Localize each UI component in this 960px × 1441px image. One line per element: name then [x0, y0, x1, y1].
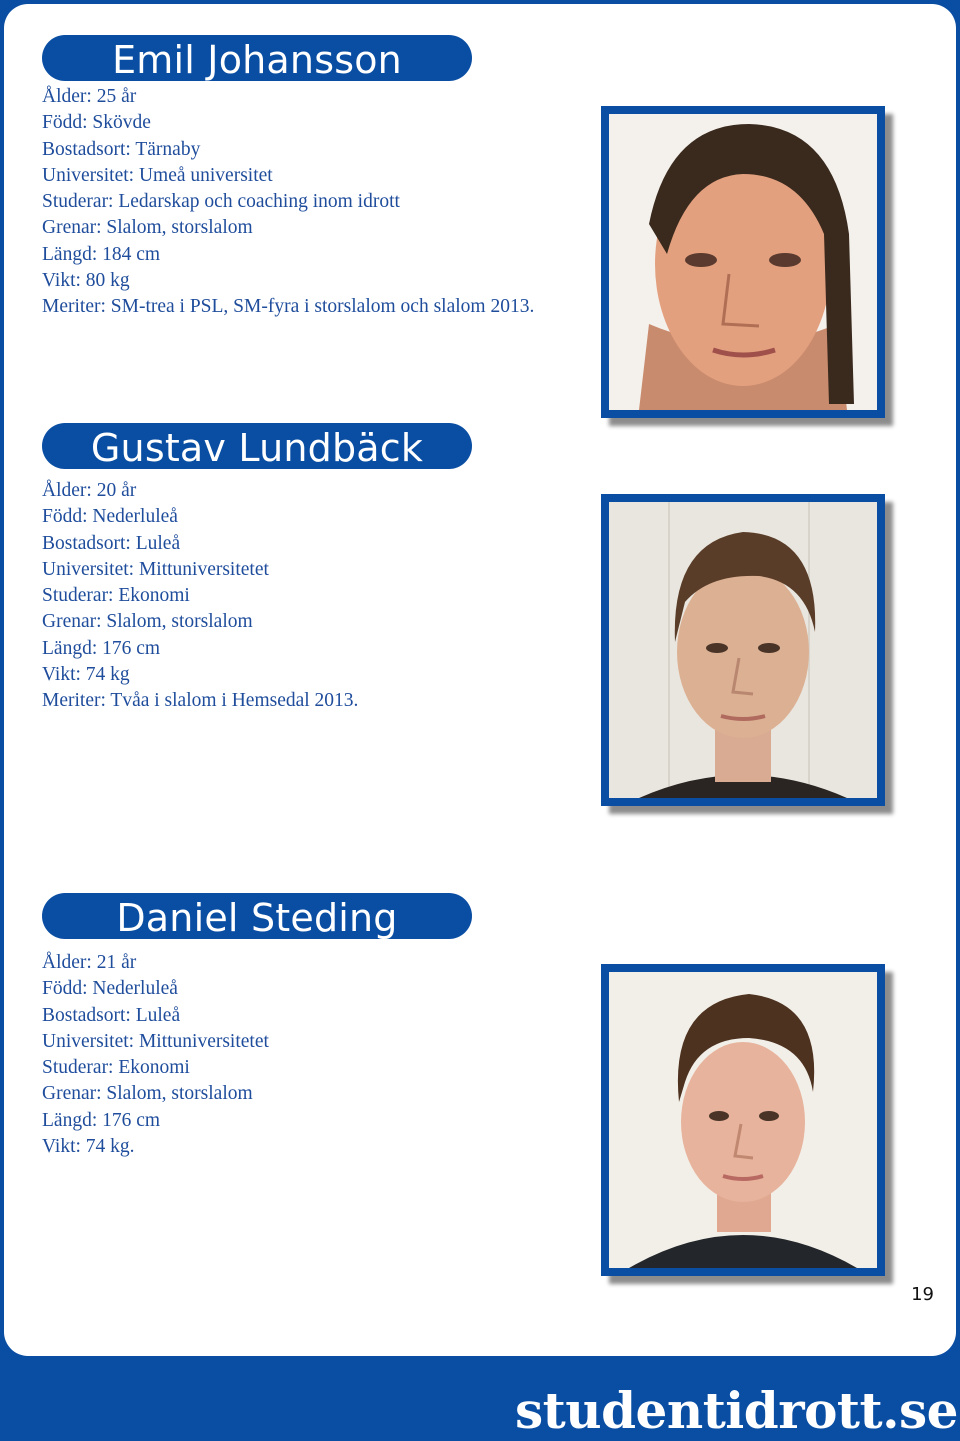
detail-weight: Vikt: 80 kg — [42, 270, 130, 292]
footer-site-logo: studentidrott.se — [514, 1381, 958, 1440]
detail-birthplace: Född: Nederluleå — [42, 506, 178, 528]
detail-residence: Bostadsort: Luleå — [42, 1004, 181, 1026]
detail-events: Grenar: Slalom, storslalom — [42, 217, 253, 239]
detail-height: Längd: 176 cm — [42, 637, 161, 659]
detail-events: Grenar: Slalom, storslalom — [42, 611, 253, 633]
detail-height: Längd: 176 cm — [42, 1109, 161, 1131]
detail-studies: Studerar: Ledarskap och coaching inom idrott — [42, 191, 400, 213]
athlete-details-list — [42, 84, 534, 321]
detail-residence: Bostadsort: Luleå — [42, 532, 181, 554]
detail-university: Universitet: Mittuniversitetet — [42, 558, 269, 580]
athlete-photo — [609, 972, 877, 1268]
name-banner-daniel-steding — [42, 893, 472, 939]
athlete-details-list — [42, 950, 269, 1160]
athlete-photo-frame — [601, 964, 885, 1276]
detail-studies: Studerar: Ekonomi — [42, 585, 190, 607]
detail-studies: Studerar: Ekonomi — [42, 1057, 190, 1079]
athlete-details-list — [42, 478, 358, 715]
detail-university: Universitet: Mittuniversitetet — [42, 1030, 269, 1052]
detail-weight: Vikt: 74 kg. — [42, 1136, 135, 1158]
detail-merits: Meriter: Tvåa i slalom i Hemsedal 2013. — [42, 690, 359, 712]
detail-university: Universitet: Umeå universitet — [42, 164, 273, 186]
athlete-photo — [609, 502, 877, 798]
page-number: 19 — [911, 1284, 934, 1305]
detail-weight: Vikt: 74 kg — [42, 664, 130, 686]
detail-age: Ålder: 25 år — [42, 86, 137, 107]
detail-age: Ålder: 21 år — [42, 952, 137, 973]
detail-merits: Meriter: SM-trea i PSL, SM-fyra i storslalom och slalom 2013. — [42, 296, 535, 318]
name-banner-gustav-lundback — [42, 423, 472, 469]
name-banner-emil-johansson — [42, 35, 472, 81]
athlete-photo — [609, 114, 877, 410]
detail-birthplace: Född: Skövde — [42, 112, 151, 134]
athlete-name: Emil Johansson — [112, 38, 402, 82]
detail-events: Grenar: Slalom, storslalom — [42, 1083, 253, 1105]
detail-height: Längd: 184 cm — [42, 243, 161, 265]
athlete-name: Daniel Steding — [116, 896, 398, 940]
detail-birthplace: Född: Nederluleå — [42, 978, 178, 1000]
athlete-photo-frame — [601, 106, 885, 418]
detail-residence: Bostadsort: Tärnaby — [42, 138, 201, 160]
athlete-photo-frame — [601, 494, 885, 806]
detail-age: Ålder: 20 år — [42, 480, 137, 501]
athlete-name: Gustav Lundbäck — [90, 426, 424, 470]
